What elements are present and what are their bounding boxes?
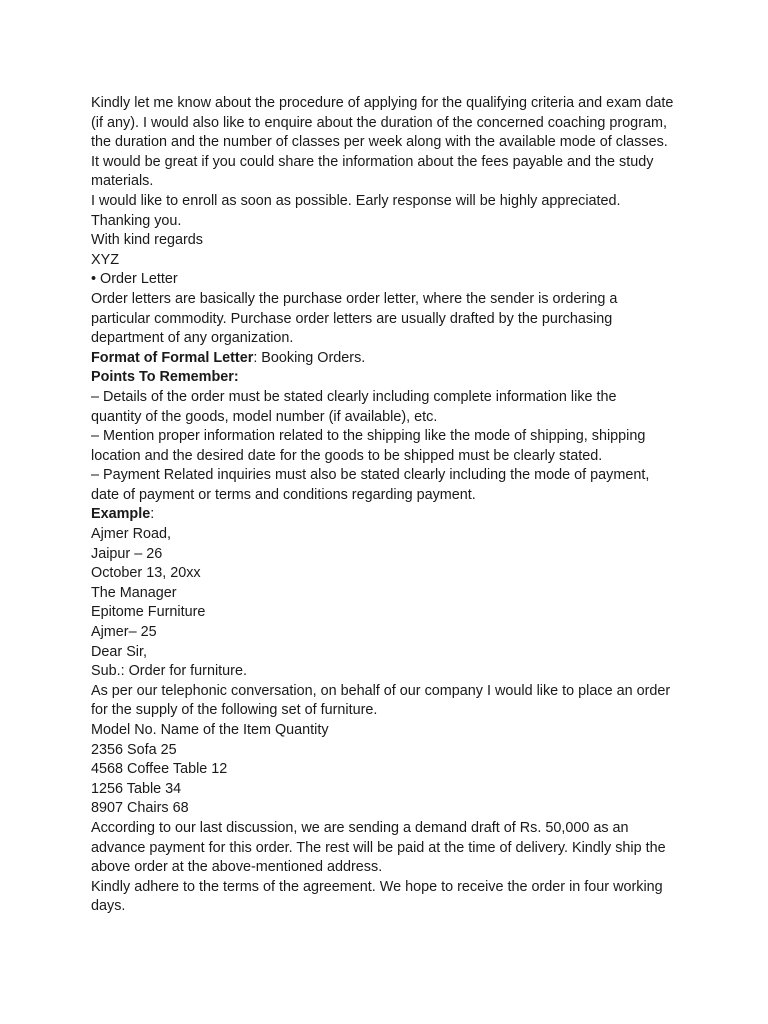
text-line: (if any). I would also like to enquire about the duration of the concerned coaching program, (91, 114, 667, 131)
text-line: the duration and the number of classes per week along with the available mode of classes. (91, 134, 668, 151)
text-line: days. (91, 898, 126, 915)
example-letter (91, 525, 681, 917)
format-label: Format of Formal Letter (91, 349, 254, 366)
text-line: According to our last discussion, we are sending a demand draft of Rs. 50,000 as an (91, 819, 629, 836)
text-line: It would be great if you could share the information about the fees payable and the study (91, 153, 654, 170)
text-line: particular commodity. Purchase order letters are usually drafted by the purchasing (91, 310, 613, 327)
format-line (91, 349, 681, 369)
document-page (91, 94, 681, 917)
point-line: – Payment Related inquiries must also be stated clearly including the mode of payment, (91, 467, 650, 484)
text-line: department of any organization. (91, 330, 294, 347)
point-line: location and the desired date for the goods to be shipped must be clearly stated. (91, 447, 603, 464)
sender-address-line: Ajmer Road, (91, 526, 171, 543)
example-colon: : (150, 506, 155, 523)
point-line: quantity of the goods, model number (if available), etc. (91, 408, 438, 425)
recipient-line: Epitome Furniture (91, 604, 206, 621)
recipient-line: The Manager (91, 584, 177, 601)
salutation: Dear Sir, (91, 643, 147, 660)
example-line (91, 505, 681, 525)
example-label: Example (91, 506, 151, 523)
item-line: 2356 Sofa 25 (91, 741, 177, 758)
section-heading: • Order Letter (91, 271, 178, 288)
item-line: 8907 Chairs 68 (91, 800, 189, 817)
text-line: I would like to enroll as soon as possible. Early response will be highly appreciated. (91, 192, 621, 209)
closing-line: Thanking you. (91, 212, 182, 229)
order-letter-section (91, 270, 681, 525)
letter-date: October 13, 20xx (91, 565, 201, 582)
text-line: As per our telephonic conversation, on behalf of our company I would like to place an order (91, 682, 671, 699)
item-line: 4568 Coffee Table 12 (91, 761, 228, 778)
text-line: Kindly adhere to the terms of the agreement. We hope to receive the order in four working (91, 878, 663, 895)
point-line: date of payment or terms and conditions regarding payment. (91, 486, 476, 503)
text-line: above order at the above-mentioned address. (91, 859, 383, 876)
points-heading: Points To Remember: (91, 369, 239, 386)
signature-name: XYZ (91, 251, 119, 268)
point-line: – Details of the order must be stated clearly including complete information like the (91, 388, 617, 405)
items-header: Model No. Name of the Item Quantity (91, 722, 329, 738)
recipient-line: Ajmer– 25 (91, 624, 157, 641)
format-value: : Booking Orders. (253, 349, 366, 366)
point-line: – Mention proper information related to the shipping like the mode of shipping, shipping (91, 428, 646, 445)
text-line: for the supply of the following set of furniture. (91, 702, 378, 719)
text-line: Order letters are basically the purchase order letter, where the sender is ordering a (91, 290, 618, 307)
intro-paragraph (91, 94, 681, 270)
item-line: 1256 Table 34 (91, 780, 182, 797)
regards-line: With kind regards (91, 232, 203, 249)
text-line: advance payment for this order. The rest will be paid at the time of delivery. Kindly ship the (91, 839, 666, 856)
text-line: materials. (91, 173, 154, 190)
subject-line: Sub.: Order for furniture. (91, 663, 247, 680)
text-line: Kindly let me know about the procedure of applying for the qualifying criteria and exam date (91, 95, 674, 111)
sender-address-line: Jaipur – 26 (91, 545, 163, 562)
